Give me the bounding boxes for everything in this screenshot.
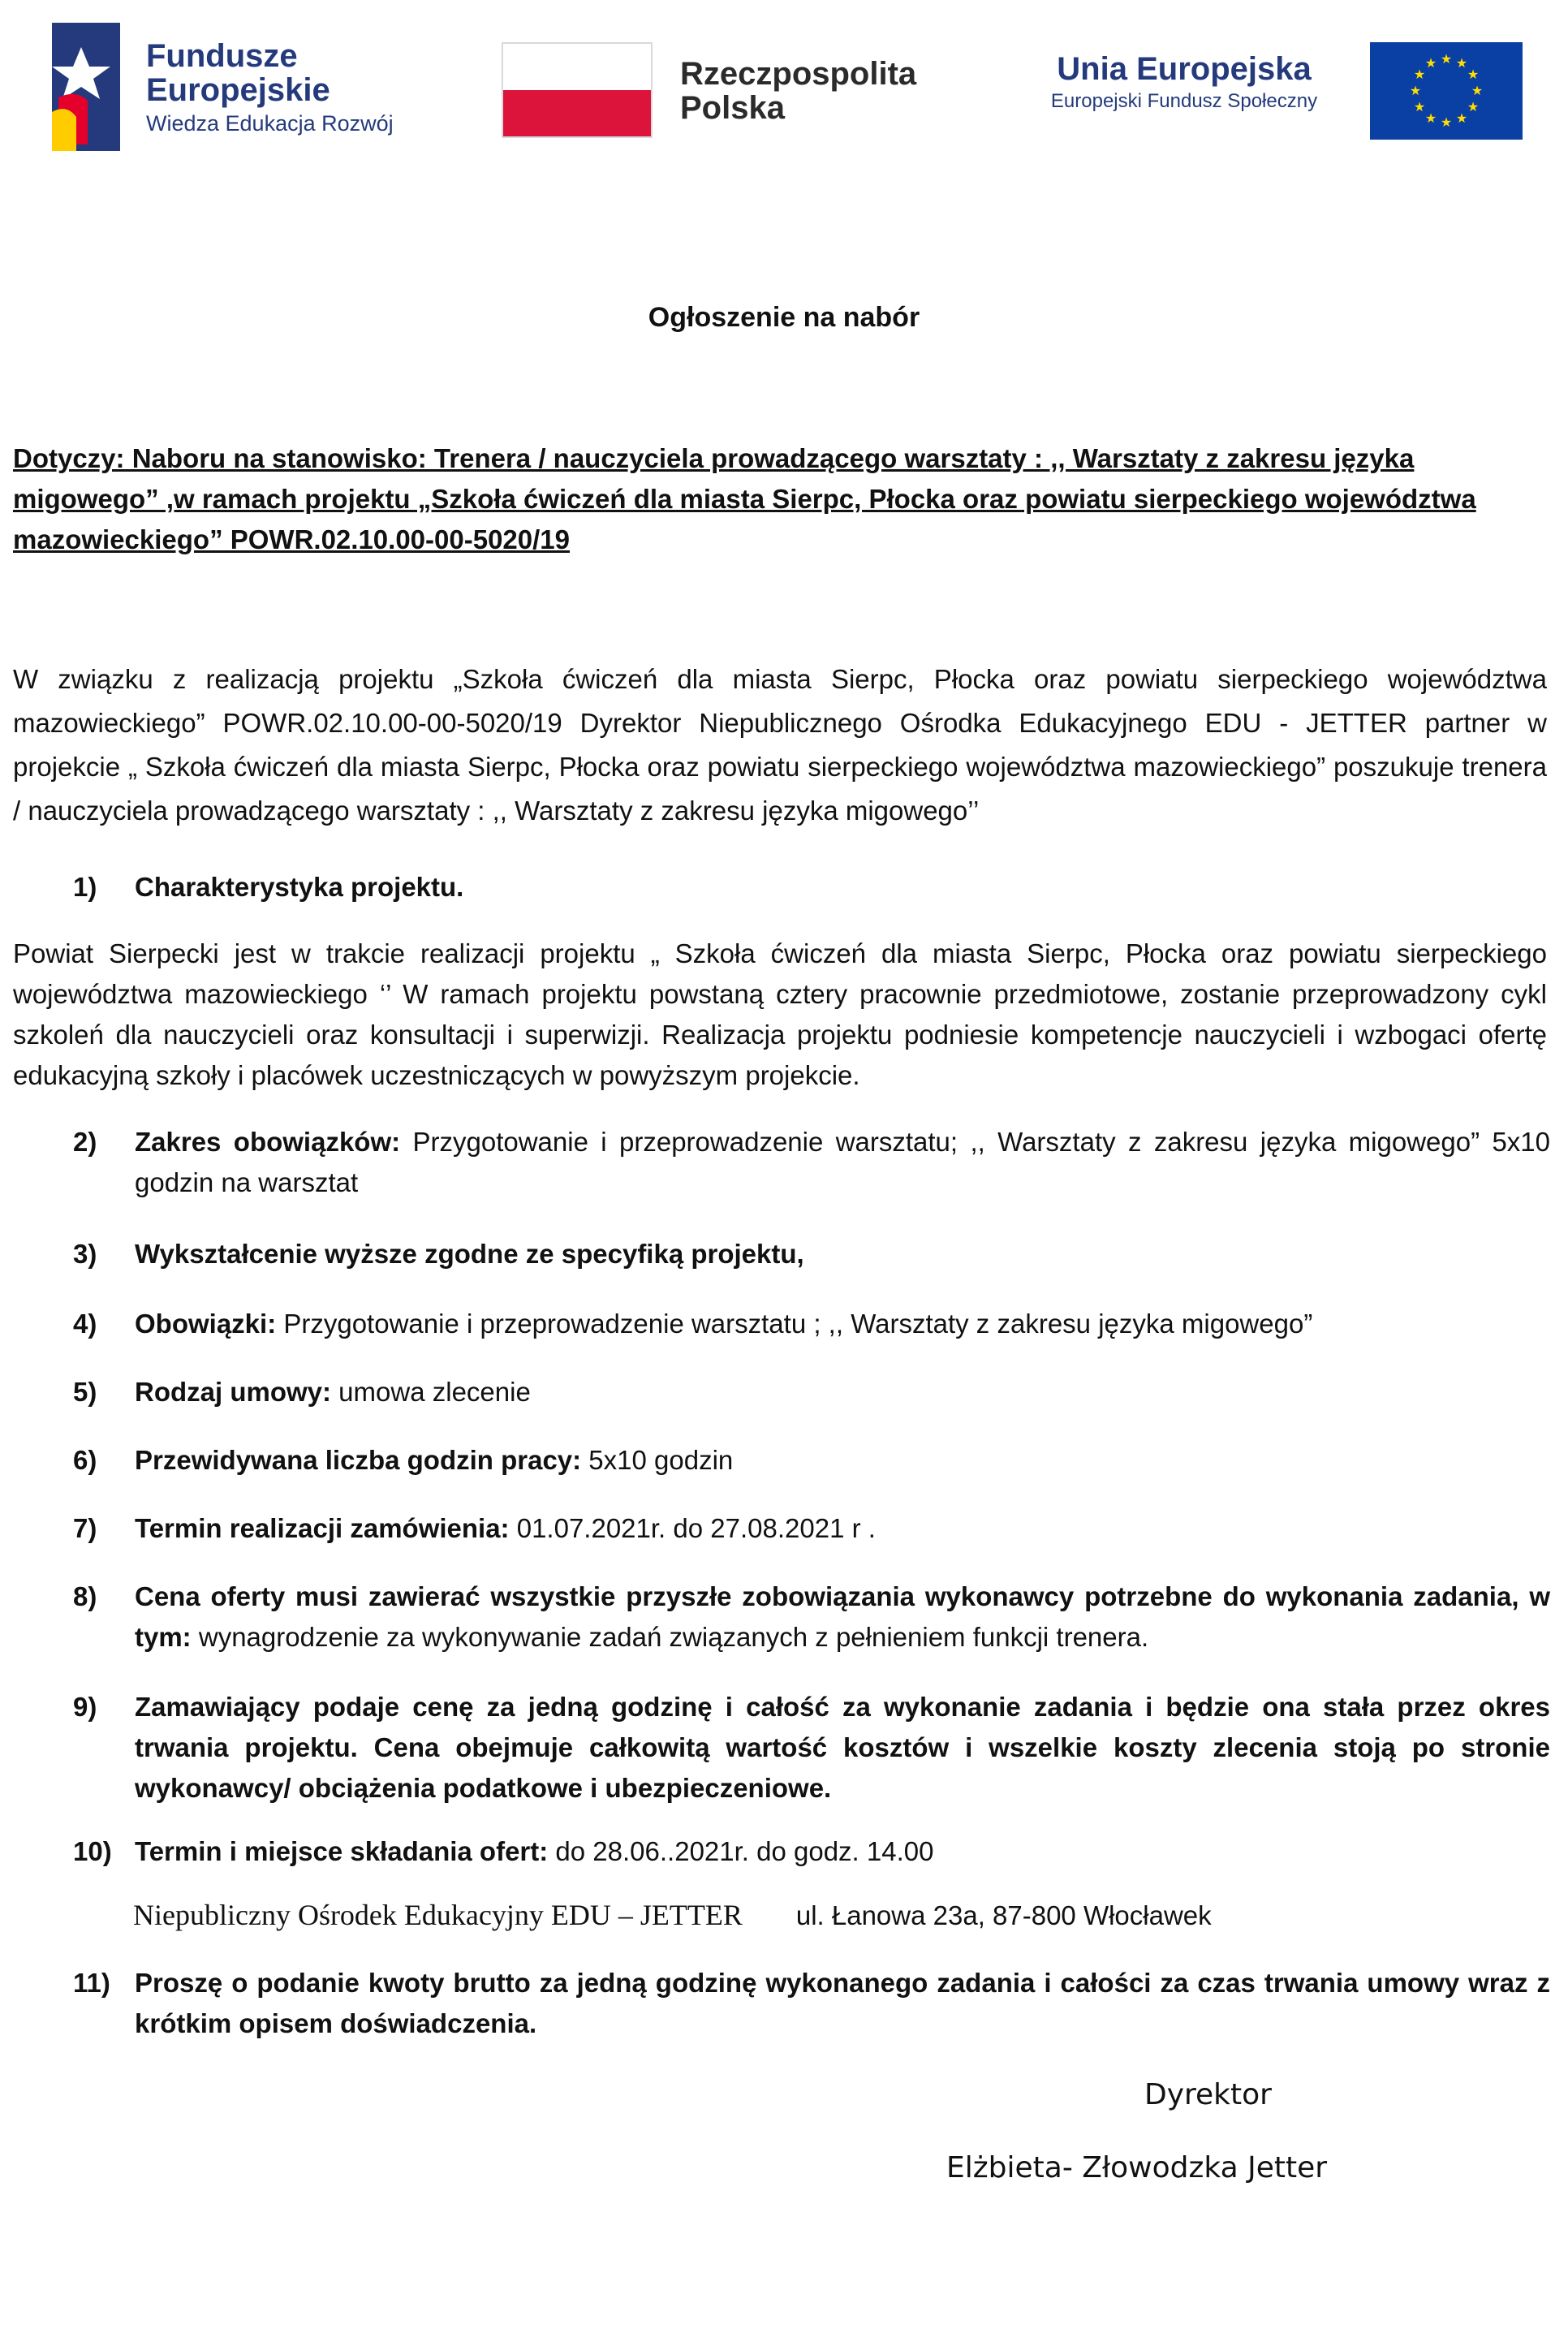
- item-number: 9): [73, 1692, 97, 1722]
- svg-text:★: ★: [1413, 67, 1426, 82]
- project-description: Powiat Sierpecki jest w trakcie realizacji projektu „ Szkoła ćwiczeń dla miasta Sierpc, Płocka oraz powiatu sierpeckiego województwa mazowieckiego ‘’ W ramach projektu powstaną cztery pracownie przedmiotowe, zostanie przeprowadzony cykl szkoleń dla nauczycieli oraz konsultacji i superwizji. Realizacja projektu podniesie kompetencje nauczycieli i wzbogaci ofertę edukacyjną szkoły i placówek uczestniczących w powyższym projekcie.: [13, 938, 1547, 1090]
- svg-text:★: ★: [1455, 55, 1468, 71]
- polish-flag-icon: [502, 42, 653, 138]
- list-item-2: [73, 1122, 1550, 1203]
- svg-text:★: ★: [1455, 110, 1468, 126]
- item-heading: Obowiązki:: [135, 1309, 277, 1339]
- item-number: 7): [73, 1513, 97, 1543]
- eu-flag-icon: [1370, 42, 1523, 140]
- item-heading: Rodzaj umowy:: [135, 1377, 332, 1407]
- svg-text:★: ★: [1440, 51, 1453, 67]
- item-text: 5x10 godzin: [581, 1445, 734, 1475]
- list-item-3: [73, 1234, 1550, 1274]
- list-item-8: [73, 1576, 1550, 1658]
- list-item-7: [73, 1508, 1550, 1549]
- item-heading: Termin realizacji zamówienia:: [135, 1513, 510, 1543]
- list-item-6: [73, 1440, 1550, 1481]
- item-number: 10): [73, 1836, 112, 1866]
- item-number: 6): [73, 1445, 97, 1475]
- unia-line1: Unia Europejska: [1057, 51, 1312, 87]
- signature-name: Elżbieta- Złowodzka Jetter: [946, 2151, 1328, 2184]
- item-heading: Zamawiający podaje cenę za jedną godzinę i całość za wykonanie zadania i będzie ona stała przez okres trwania projektu. Cena obejmuje całkowitą wartość kosztów i wszelkie koszty zlecenia stoją po stronie wykonawcy/ obciążenia podatkowe i ubezpieczeniowe.: [135, 1692, 1550, 1803]
- item-heading: Zakres obowiązków:: [135, 1127, 401, 1157]
- offer-address: [133, 1898, 1212, 1932]
- svg-text:★: ★: [1424, 55, 1437, 71]
- page-title: Ogłoszenie na nabór: [648, 302, 920, 333]
- logo-bar: [0, 0, 1568, 162]
- list-item-4: [73, 1304, 1550, 1344]
- subject-line: Dotyczy: Naboru na stanowisko: Trenera / nauczyciela prowadzącego warsztaty : ,, Warsztaty z zakresu języka migowego” ,w ramach projektu „Szkoła ćwiczeń dla miasta Sierpc, Płocka oraz powiatu sierpeckiego województwa mazowieckiego” POWR.02.10.00-00-5020/19: [13, 443, 1476, 554]
- item-text: do 28.06..2021r. do godz. 14.00: [548, 1836, 934, 1866]
- intro-paragraph: W związku z realizacją projektu „Szkoła ćwiczeń dla miasta Sierpc, Płocka oraz powiatu sierpeckiego województwa mazowieckiego” POWR.02.10.00-00-5020/19 Dyrektor Niepublicznego Ośrodka Edukacyjnego EDU - JETTER partner w projekcie „ Szkoła ćwiczeń dla miasta Sierpc, Płocka oraz powiatu sierpeckiego województwa mazowieckiego” poszukuje trenera / nauczyciela prowadzącego warsztaty : ,, Warsztaty z zakresu języka migowego’’: [13, 664, 1547, 826]
- item-text: 01.07.2021r. do 27.08.2021 r .: [509, 1513, 876, 1543]
- item-text: wynagrodzenie za wykonywanie zadań związanych z pełnieniem funkcji trenera.: [191, 1622, 1149, 1652]
- svg-text:★: ★: [1471, 83, 1484, 98]
- item-heading: Termin i miejsce składania ofert:: [135, 1836, 549, 1866]
- svg-text:★: ★: [1440, 114, 1453, 130]
- rzeczpospolita-text: [680, 57, 916, 125]
- svg-text:★: ★: [1413, 99, 1426, 114]
- item-heading: Charakterystyka projektu.: [135, 872, 464, 902]
- rzeczpospolita-line2: Polska: [680, 90, 785, 126]
- item-number: 4): [73, 1309, 97, 1339]
- svg-text:★: ★: [1467, 99, 1480, 114]
- item-number: 1): [73, 872, 97, 902]
- fundusze-line1: Fundusze: [146, 38, 298, 74]
- fundusze-line2: Europejskie: [146, 72, 330, 108]
- item-number: 3): [73, 1239, 97, 1269]
- signature-title: Dyrektor: [1144, 2078, 1272, 2111]
- svg-text:★: ★: [1409, 83, 1422, 98]
- address-street: ul. Łanowa 23a, 87-800 Włocławek: [795, 1900, 1212, 1930]
- item-number: 8): [73, 1581, 97, 1611]
- item-number: 2): [73, 1127, 97, 1157]
- fundusze-europejskie-text: [146, 39, 394, 140]
- list-item-9: [73, 1687, 1550, 1809]
- list-item-11: [73, 1963, 1550, 2044]
- item-heading: Cena oferty musi zawierać wszystkie przyszłe zobowiązania wykonawcy potrzebne do wykonania zadania, w tym:: [135, 1581, 1550, 1652]
- item-text: Przygotowanie i przeprowadzenie warsztatu ; ,, Warsztaty z zakresu języka migowego”: [276, 1309, 1313, 1339]
- address-name: Niepubliczny Ośrodek Edukacyjny EDU – JETTER: [133, 1899, 743, 1931]
- rzeczpospolita-line1: Rzeczpospolita: [680, 56, 917, 92]
- item-heading: Proszę o podanie kwoty brutto za jedną godzinę wykonanego zadania i całości za czas trwania umowy wraz z krótkim opisem doświadczenia.: [135, 1968, 1550, 2038]
- item-heading: Przewidywana liczba godzin pracy:: [135, 1445, 582, 1475]
- unia-line2: Europejski Fundusz Społeczny: [1050, 90, 1318, 112]
- svg-text:★: ★: [1467, 67, 1480, 82]
- unia-europejska-text: [1026, 50, 1342, 115]
- svg-text:★: ★: [1424, 110, 1437, 126]
- list-item-5: [73, 1372, 1550, 1412]
- fundusze-europejskie-logo-icon: [52, 23, 120, 151]
- item-heading: Wykształcenie wyższe zgodne ze specyfiką projektu,: [135, 1239, 804, 1269]
- item-number: 11): [73, 1968, 110, 1998]
- item-text: umowa zlecenie: [331, 1377, 531, 1407]
- item-text: Przygotowanie i przeprowadzenie warsztatu; ,, Warsztaty z zakresu języka migowego” 5x10 godzin na warsztat: [135, 1127, 1550, 1197]
- item-number: 5): [73, 1377, 97, 1407]
- list-item-1: [73, 867, 1550, 908]
- list-item-10: [73, 1831, 1550, 1872]
- fundusze-line3: Wiedza Edukacja Rozwój: [146, 111, 394, 136]
